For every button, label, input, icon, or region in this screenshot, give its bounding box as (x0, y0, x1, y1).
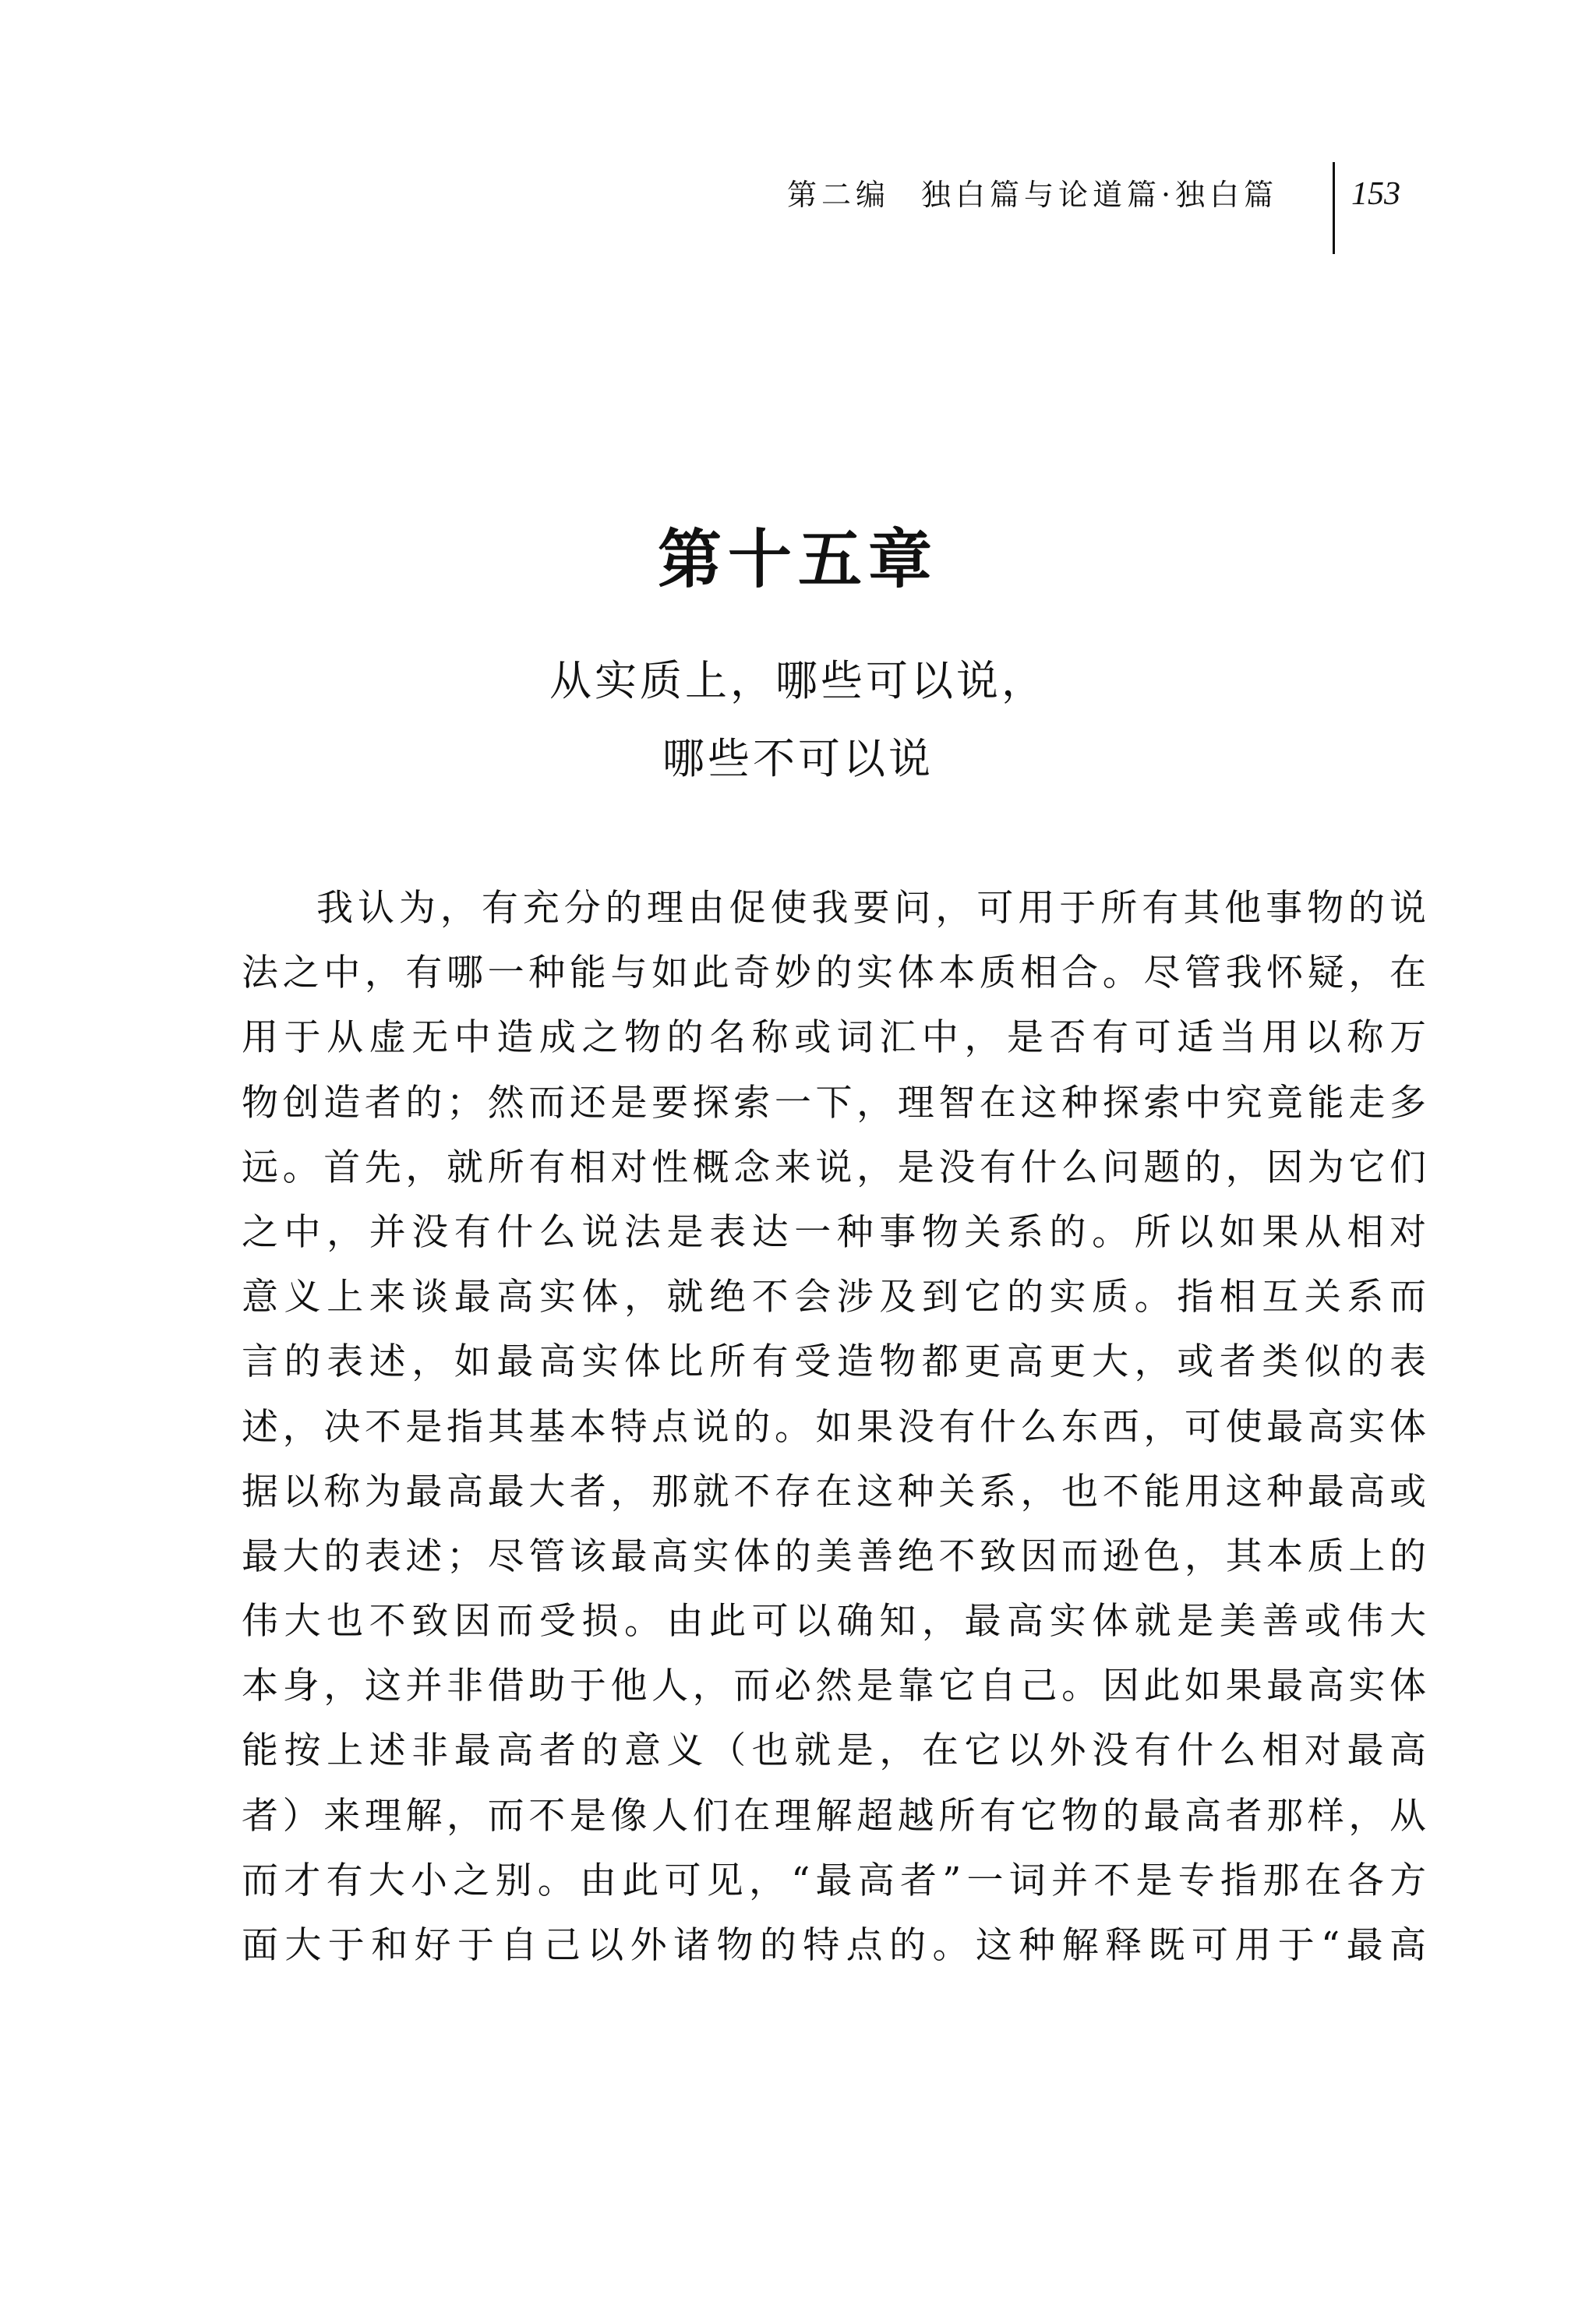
text-line: 能按上述非最高者的意义（也就是，在它以外没有什么相对最高 (242, 1729, 1426, 1773)
running-head (787, 178, 1278, 212)
page-number: 153 (1351, 176, 1400, 212)
text-line: 我认为，有充分的理由促使我要问，可用于所有其他事物的说 (316, 887, 1426, 930)
text-line: 法之中，有哪一种能与如此奇妙的实体本质相合。尽管我怀疑，在 (242, 952, 1426, 995)
chapter-subtitle (0, 642, 1596, 798)
subtitle-line: 哪些不可以说 (662, 734, 934, 783)
running-head-part: 独白篇与论道篇·独白篇 (921, 178, 1279, 212)
text-line: 本身，这并非借助于他人，而必然是靠它自己。因此如果最高实体 (242, 1665, 1426, 1708)
text-line: 述，决不是指其基本特点说的。如果没有什么东西，可使最高实体 (242, 1405, 1426, 1449)
text-line: 最大的表述；尽管该最高实体的美善绝不致因而逊色，其本质上的 (242, 1534, 1426, 1578)
chapter-title: 第十五章 (657, 522, 938, 597)
text-line: 用于从虚无中造成之物的名称或词汇中，是否有可适当用以称万 (242, 1016, 1426, 1060)
body-paragraph (242, 876, 1426, 1978)
text-line: 之中，并没有什么说法是表达一种事物关系的。所以如果从相对 (242, 1210, 1426, 1254)
running-head-section: 第二编 (787, 178, 891, 212)
text-line: 据以称为最高最大者，那就不存在这种关系，也不能用这种最高或 (242, 1470, 1426, 1513)
text-line: 言的表述，如最高实体比所有受造物都更高更大，或者类似的表 (242, 1340, 1426, 1384)
text-line: 面大于和好于自己以外诸物的特点的。这种解释既可用于“最高 (242, 1924, 1426, 1967)
text-line: 而才有大小之别。由此可见，“最高者”一词并不是专指那在各方 (242, 1859, 1426, 1902)
text-line: 物创造者的；然而还是要探索一下，理智在这种探索中究竟能走多 (242, 1081, 1426, 1125)
text-line: 者）来理解，而不是像人们在理解超越所有它物的最高者那样，从 (242, 1794, 1426, 1838)
text-line: 意义上来谈最高实体，就绝不会涉及到它的实质。指相互关系而 (242, 1276, 1426, 1319)
subtitle-line: 从实质上，哪些可以说， (549, 656, 1047, 705)
text-line: 伟大也不致因而受损。由此可以确知，最高实体就是美善或伟大 (242, 1600, 1426, 1644)
header-divider (1333, 162, 1335, 254)
text-line: 远。首先，就所有相对性概念来说，是没有什么问题的，因为它们 (242, 1146, 1426, 1189)
